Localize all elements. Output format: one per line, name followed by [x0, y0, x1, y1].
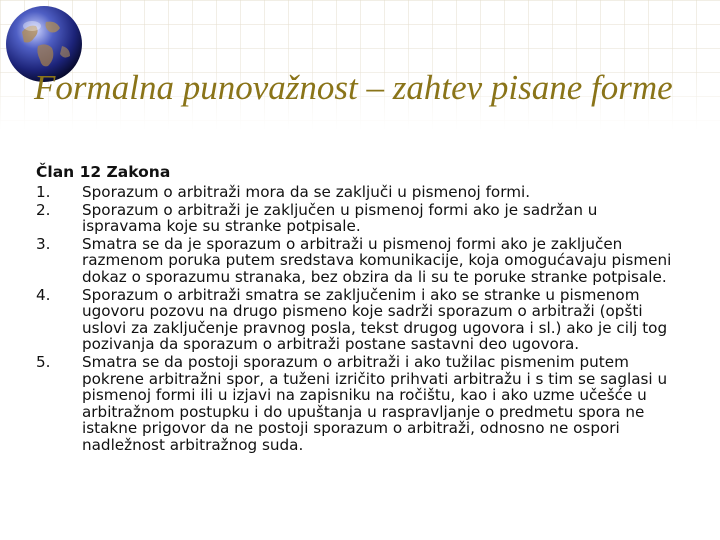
item-number: 2. — [36, 200, 51, 219]
item-text: Sporazum o arbitraži je zaključen u pismenoj formi ako je sadržan u ispravama koje su stranke potpisale. — [82, 200, 598, 236]
list-item — [36, 202, 672, 235]
section-heading: Član 12 Zakona — [36, 163, 171, 181]
item-number: 5. — [36, 352, 51, 371]
list-item — [36, 236, 672, 286]
item-text: Sporazum o arbitraži mora da se zaključi u pismenoj formi. — [82, 183, 531, 201]
list-item — [36, 354, 672, 454]
slide-title: Formalna punovažnost – zahtev pisane forme — [34, 68, 673, 107]
list-item — [36, 287, 672, 353]
item-text: Smatra se da je sporazum o arbitraži u pismenoj formi ako je zaključen razmenom poruka putem sredstava komunikacije, koja omogućavaju pismeni dokaz o sporazumu stranaka, bez obzira da li su te poruke stranke potpisale. — [82, 234, 672, 286]
item-number: 1. — [36, 183, 51, 201]
list-item — [36, 184, 672, 201]
grid-background — [0, 0, 720, 130]
slide-body — [36, 162, 672, 455]
item-text: Sporazum o arbitraži smatra se zaključenim i ako se stranke u pismenom ugovoru pozovu na drugo pismeno koje sadrži sporazum o arbitraži (opšti uslovi za zaključenje pravnog posla, tekst drugog ugovora i sl.) ako je cilj tog pozivanja da sporazum o arbitraži postane sastavni deo ugovora. — [82, 285, 668, 354]
item-number: 4. — [36, 285, 51, 304]
item-text: Smatra se da postoji sporazum o arbitraži i ako tužilac pismenim putem pokrene arbitražni spor, a tuženi izričito prihvati arbitražu i s tim se saglasi u pismenoj formi ili u izjavi na zapisniku na ročištu, kao i ako uzme učešće u arbitražnom postupku i do upuštanja u raspravljanje o predmetu spora ne istakne prigovor da ne postoji sporazum o arbitraži, odnosno ne ospori nadležnost arbitražnog suda. — [82, 352, 668, 454]
article-list — [36, 184, 672, 454]
item-number: 3. — [36, 234, 51, 253]
